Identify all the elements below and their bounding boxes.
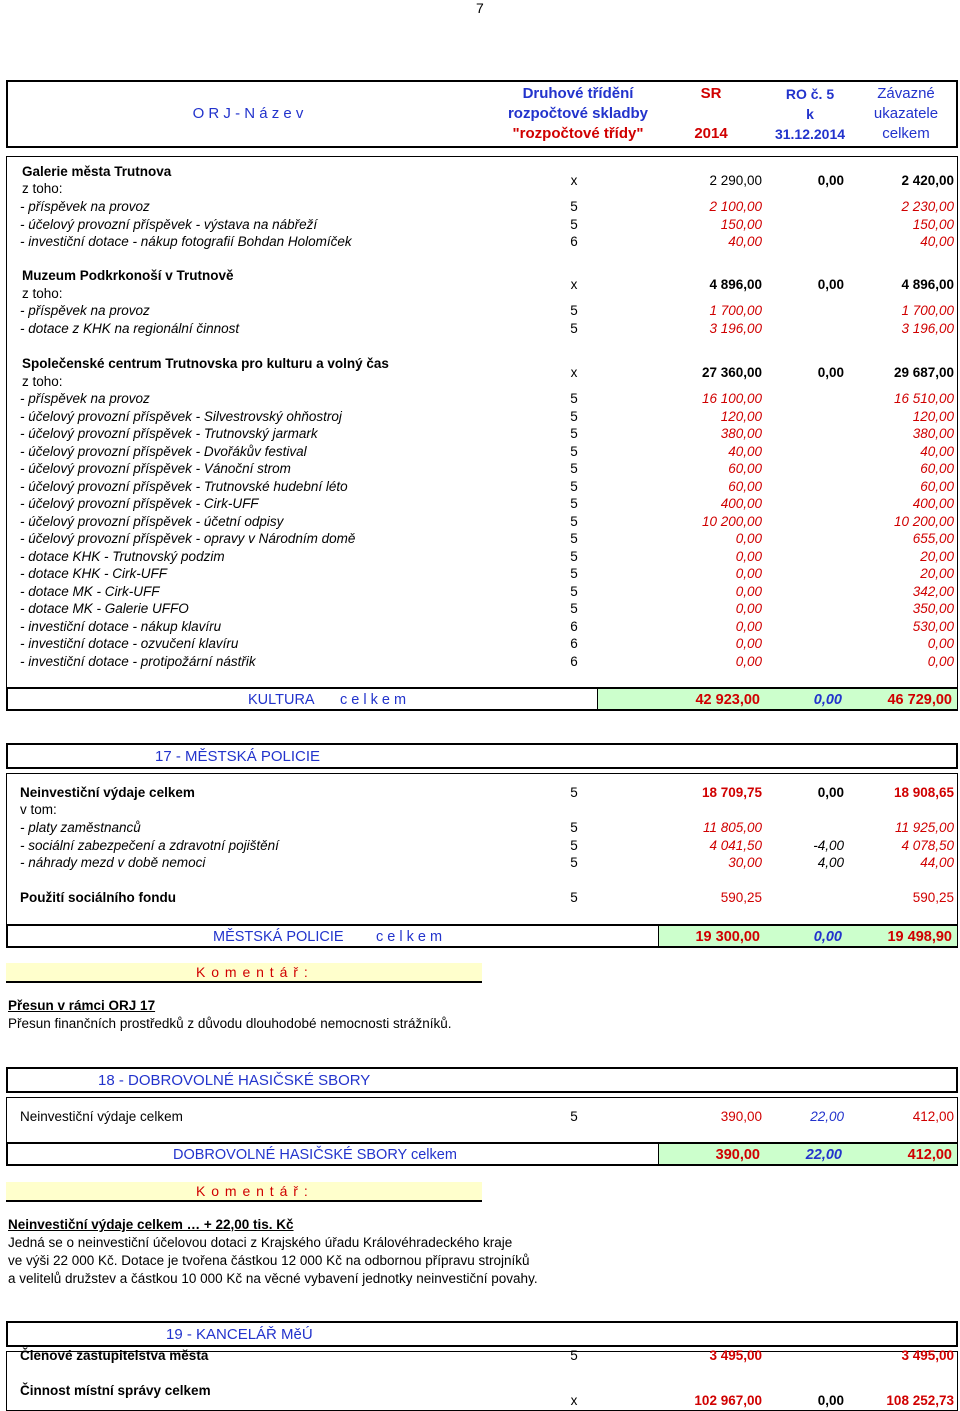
table-row [8,583,958,600]
ro-value: 0,00 [817,365,844,380]
table-row [8,635,958,652]
table-row [8,495,958,512]
row-code: 5 [570,391,578,406]
policie-total-sr: 19 300,00 [695,929,760,945]
row-zav: 342,00 [912,583,954,599]
policie-komentar [6,963,482,983]
row-zav: 20,00 [920,566,954,581]
hasici-total-sr: 390,00 [715,1147,760,1163]
row-name: - účelový provozní příspěvek - Vánoční strom [20,461,291,476]
row-sr: 11 805,00 [702,820,762,835]
sr-value: 2 290,00 [709,173,762,188]
row-sr: 380,00 [720,426,762,441]
kultura-total [6,687,958,711]
row-sr: 102 967,00 [694,1393,762,1408]
table-row [8,548,958,565]
row-ro: 0,00 [817,1393,844,1408]
row-code: 5 [570,461,578,476]
policie-section-title [6,743,958,769]
table-row [8,513,958,530]
row-code: 6 [570,636,578,651]
druh-header-3: "rozpočtové třídy" [512,125,644,142]
row-code: 5 [570,785,578,800]
druh-header-2: rozpočtové skladby [507,105,649,122]
row-code: 5 [570,855,578,870]
ro-header-1: RO č. 5 [785,86,835,102]
table-row [8,443,958,460]
code: x [570,277,578,292]
kancelar-section-title [6,1321,958,1347]
row-zav: 40,00 [920,443,954,459]
hasici-total [6,1142,958,1166]
section-title-text: 18 - DOBROVOLNÉ HASIČSKÉ SBORY [98,1072,371,1089]
policie-fond-row [8,889,958,906]
centrum-title: Společenské centrum Trutnovska pro kulturu a volný čas [22,356,389,371]
section-title-text: 19 - KANCELÁŘ MěÚ [166,1326,313,1343]
row-name: - investiční dotace - protipožární nástřik [20,653,256,669]
row-sr: 40,00 [728,234,762,250]
row-sr: 4 041,50 [709,837,762,853]
sr-header-1: SR [700,85,722,102]
row-name: - dotace MK - Galerie UFFO [20,601,189,616]
row-code: 5 [570,426,578,441]
row-name: - investiční dotace - nákup fotografií Bohdan Holomíček [20,234,352,250]
row-code: 5 [570,583,578,599]
table-row [8,478,958,495]
row-sr: 60,00 [728,461,762,476]
row-sr: 0,00 [735,566,762,581]
row-code: 5 [570,1348,578,1363]
row-ro: 0,00 [817,785,844,800]
row-name: - příspěvek na provoz [20,391,150,406]
row-zav: 150,00 [912,216,954,232]
row-name: Použití sociálního fondu [20,890,176,905]
kancelar-clenove-row [8,1347,958,1364]
row-sr: 150,00 [720,216,762,232]
table-row [8,408,958,425]
row-name: - investiční dotace - ozvučení klavíru [20,636,239,651]
table-row [8,854,958,871]
row-name: - dotace MK - Cirk-UFF [20,583,160,599]
row-name: - příspěvek na provoz [20,199,150,214]
kultura-sr: 42 923,00 [695,692,760,708]
row-zav: 3 495,00 [901,1348,954,1363]
row-sr: 0,00 [735,583,762,599]
muzeum-title: Muzeum Podkrkonoší v Trutnově [22,268,234,283]
row-name: - příspěvek na provoz [20,303,150,318]
row-code: 5 [570,496,578,511]
sr-value: 4 896,00 [709,277,762,292]
row-sr: 0,00 [735,618,762,634]
row-zav: 40,00 [920,234,954,250]
row-zav: 0,00 [927,653,954,669]
table-row [8,198,958,215]
row-ro: 22,00 [810,1109,844,1124]
row-zav: 60,00 [920,478,954,494]
org-name-header: O R J - N á z e v [192,105,304,122]
row-zav: 2 230,00 [901,199,954,214]
row-zav: 120,00 [912,408,954,424]
row-name: - investiční dotace - nákup klavíru [20,618,222,634]
row-sr: 590,25 [720,890,762,905]
row-zav: 655,00 [912,531,954,546]
ro-value: 0,00 [817,277,844,292]
row-sr: 3 196,00 [709,320,762,336]
row-code: x [570,1393,578,1408]
row-name: - účelový provozní příspěvek - výstava na nábřeží [20,216,318,232]
row-sr: 18 709,75 [701,785,762,800]
row-name: - náhrady mezd v době nemoci [20,855,206,870]
row-code: 5 [570,566,578,581]
hasici-komentar [6,1182,482,1202]
row-code: 6 [570,653,578,669]
row-sr: 390,00 [720,1109,762,1124]
row-code: 5 [570,216,578,232]
table-row [8,565,958,582]
table-row [8,216,958,233]
policie-total-ro: 0,00 [813,929,842,945]
table-row [8,233,958,250]
row-zav: 530,00 [912,618,954,634]
row-sr: 0,00 [735,548,762,564]
zav-value: 2 420,00 [901,173,954,188]
row-name: - sociální zabezpečení a zdravotní pojištění [20,837,279,853]
row-zav: 44,00 [920,855,954,870]
row-name: Neinvestiční výdaje celkem [20,1109,183,1124]
table-row [8,320,958,337]
row-sr: 0,00 [735,601,762,616]
row-zav: 400,00 [912,496,954,511]
galerie-ztoho: z toho: [22,181,63,196]
zav-value: 4 896,00 [901,277,954,292]
hasici-total-zav: 412,00 [907,1147,952,1163]
row-code: 5 [570,478,578,494]
row-sr: 30,00 [728,855,762,870]
row-name: - účelový provozní příspěvek - Trutnovský jarmark [20,426,318,441]
row-sr: 120,00 [720,408,762,424]
row-zav: 16 510,00 [893,391,954,406]
row-sr: 16 100,00 [701,391,762,406]
row-code: 5 [570,837,578,853]
komentar-text: K o m e n t á ř : [196,1183,309,1199]
policie-neinv-row [8,784,958,801]
row-sr: 2 100,00 [709,199,762,214]
table-row [8,530,958,547]
row-name: - účelový provozní příspěvek - opravy v Národním domě [20,531,356,546]
row-zav: 108 252,73 [886,1393,954,1408]
row-name: Činnost místní správy celkem [20,1383,211,1398]
row-code: 5 [570,601,578,616]
row-name: - účelový provozní příspěvek - Dvořákův festival [20,443,307,459]
row-name: - účelový provozní příspěvek - účetní odpisy [20,513,284,529]
table-row [8,425,958,442]
row-sr: 3 495,00 [709,1348,762,1363]
table-row [8,653,958,670]
row-name: - účelový provozní příspěvek - Silvestrovský ohňostroj [20,408,342,424]
row-code: 5 [570,820,578,835]
row-code: 5 [570,531,578,546]
row-name: - platy zaměstnanců [20,820,141,835]
row-zav: 20,00 [920,548,954,564]
row-code: 6 [570,618,578,634]
hasici-note-line-2: ve výši 22 000 Kč. Dotace je tvořena částkou 12 000 Kč na odbornou přípravu strojníků [8,1253,530,1268]
kultura-label: KULTURA [248,692,315,708]
kultura-celkem: c e l k e m [340,692,407,708]
zav-value: 29 687,00 [893,365,954,380]
row-zav: 350,00 [912,601,954,616]
policie-total-zav: 19 498,90 [887,929,952,945]
table-row [8,390,958,407]
policie-total-label: MĚSTSKÁ POLICIE [213,929,344,945]
row-zav: 380,00 [912,426,954,441]
sr-value: 27 360,00 [701,365,762,380]
row-zav: 4 078,50 [901,837,954,853]
row-name: Neinvestiční výdaje celkem [20,785,195,800]
policie-total-celkem: c e l k e m [376,929,443,945]
row-zav: 11 925,00 [894,820,954,835]
row-ro: -4,00 [813,837,844,853]
table-header [6,80,958,148]
row-zav: 0,00 [927,636,954,651]
galerie-summary [8,172,958,189]
row-name: - dotace KHK - Cirk-UFF [20,566,168,581]
hasici-note-line-3: a velitelů družstev a částkou 10 000 Kč na věcné vybavení jednotky neinvestiční povahy. [8,1271,538,1286]
row-code: 5 [570,320,578,336]
row-sr: 0,00 [735,636,762,651]
row-sr: 40,00 [728,443,762,459]
row-code: 5 [570,513,578,529]
row-sr: 400,00 [720,496,762,511]
row-code: 5 [570,408,578,424]
ro-header-2: k [806,106,814,122]
muzeum-ztoho: z toho: [22,286,63,301]
hasici-total-ro: 22,00 [805,1147,842,1163]
sr-header-2: 2014 [694,125,728,142]
section-title-text: 17 - MĚSTSKÁ POLICIE [155,748,321,765]
table-row [8,302,958,319]
table-row [8,618,958,635]
code: x [570,173,578,188]
zav-header-1: Závazné [877,85,935,102]
druh-header-1: Druhové třídění [522,85,634,102]
policie-note-text: Přesun finančních prostředků z důvodu dlouhodobé nemocnosti strážníků. [8,1016,452,1031]
hasici-total-label: DOBROVOLNÉ HASIČSKÉ SBORY celkem [173,1147,457,1163]
policie-vtom: v tom: [20,802,57,817]
zav-header-3: celkem [882,125,930,142]
row-name: - dotace z KHK na regionální činnost [20,320,240,336]
code: x [570,365,578,380]
hasici-note-title: Neinvestiční výdaje celkem … + 22,00 tis. Kč [8,1217,294,1232]
row-code: 5 [570,199,578,214]
row-zav: 18 908,65 [893,785,954,800]
table-row [8,460,958,477]
row-code: 5 [570,1109,578,1124]
row-zav: 3 196,00 [901,320,954,336]
page-number: 7 [476,0,484,16]
kultura-zav: 46 729,00 [887,692,952,708]
ro-header-3: 31.12.2014 [774,126,846,142]
row-name: - účelový provozní příspěvek - Cirk-UFF [20,496,259,511]
row-code: 5 [570,548,578,564]
zav-header-2: ukazatele [873,105,939,122]
table-row [8,837,958,854]
centrum-ztoho: z toho: [22,374,63,389]
row-name: - dotace KHK - Trutnovský podzim [20,548,225,564]
row-zav: 10 200,00 [893,513,954,529]
row-sr: 0,00 [735,531,762,546]
hasici-neinv-row [8,1108,958,1125]
row-sr: 60,00 [728,478,762,494]
table-row [8,600,958,617]
row-zav: 412,00 [912,1109,954,1124]
row-sr: 1 700,00 [709,303,762,318]
muzeum-summary [8,276,958,293]
centrum-summary [8,364,958,381]
row-code: 5 [570,443,578,459]
komentar-text: K o m e n t á ř : [196,964,309,980]
row-code: 5 [570,890,578,905]
row-name: - účelový provozní příspěvek - Trutnovské hudební léto [20,478,348,494]
row-code: 6 [570,234,578,250]
table-row [8,819,958,836]
row-zav: 590,25 [912,890,954,905]
row-name: Členové zastupitelstva města [20,1348,209,1363]
row-sr: 10 200,00 [701,513,762,529]
hasici-section-title [6,1067,958,1093]
row-sr: 0,00 [735,653,762,669]
policie-note-title: Přesun v rámci ORJ 17 [8,998,156,1013]
hasici-note-line-1: Jedná se o neinvestiční účelovou dotaci z Krajského úřadu Královéhradeckého kraje [8,1235,513,1250]
row-zav: 1 700,00 [901,303,954,318]
kultura-ro: 0,00 [813,692,842,708]
row-code: 5 [570,303,578,318]
policie-total [6,924,958,948]
ro-value: 0,00 [817,173,844,188]
kancelar-cinnost-values-row [8,1392,958,1409]
row-ro: 4,00 [817,855,844,870]
galerie-title: Galerie města Trutnova [22,164,172,179]
row-zav: 60,00 [920,461,954,476]
